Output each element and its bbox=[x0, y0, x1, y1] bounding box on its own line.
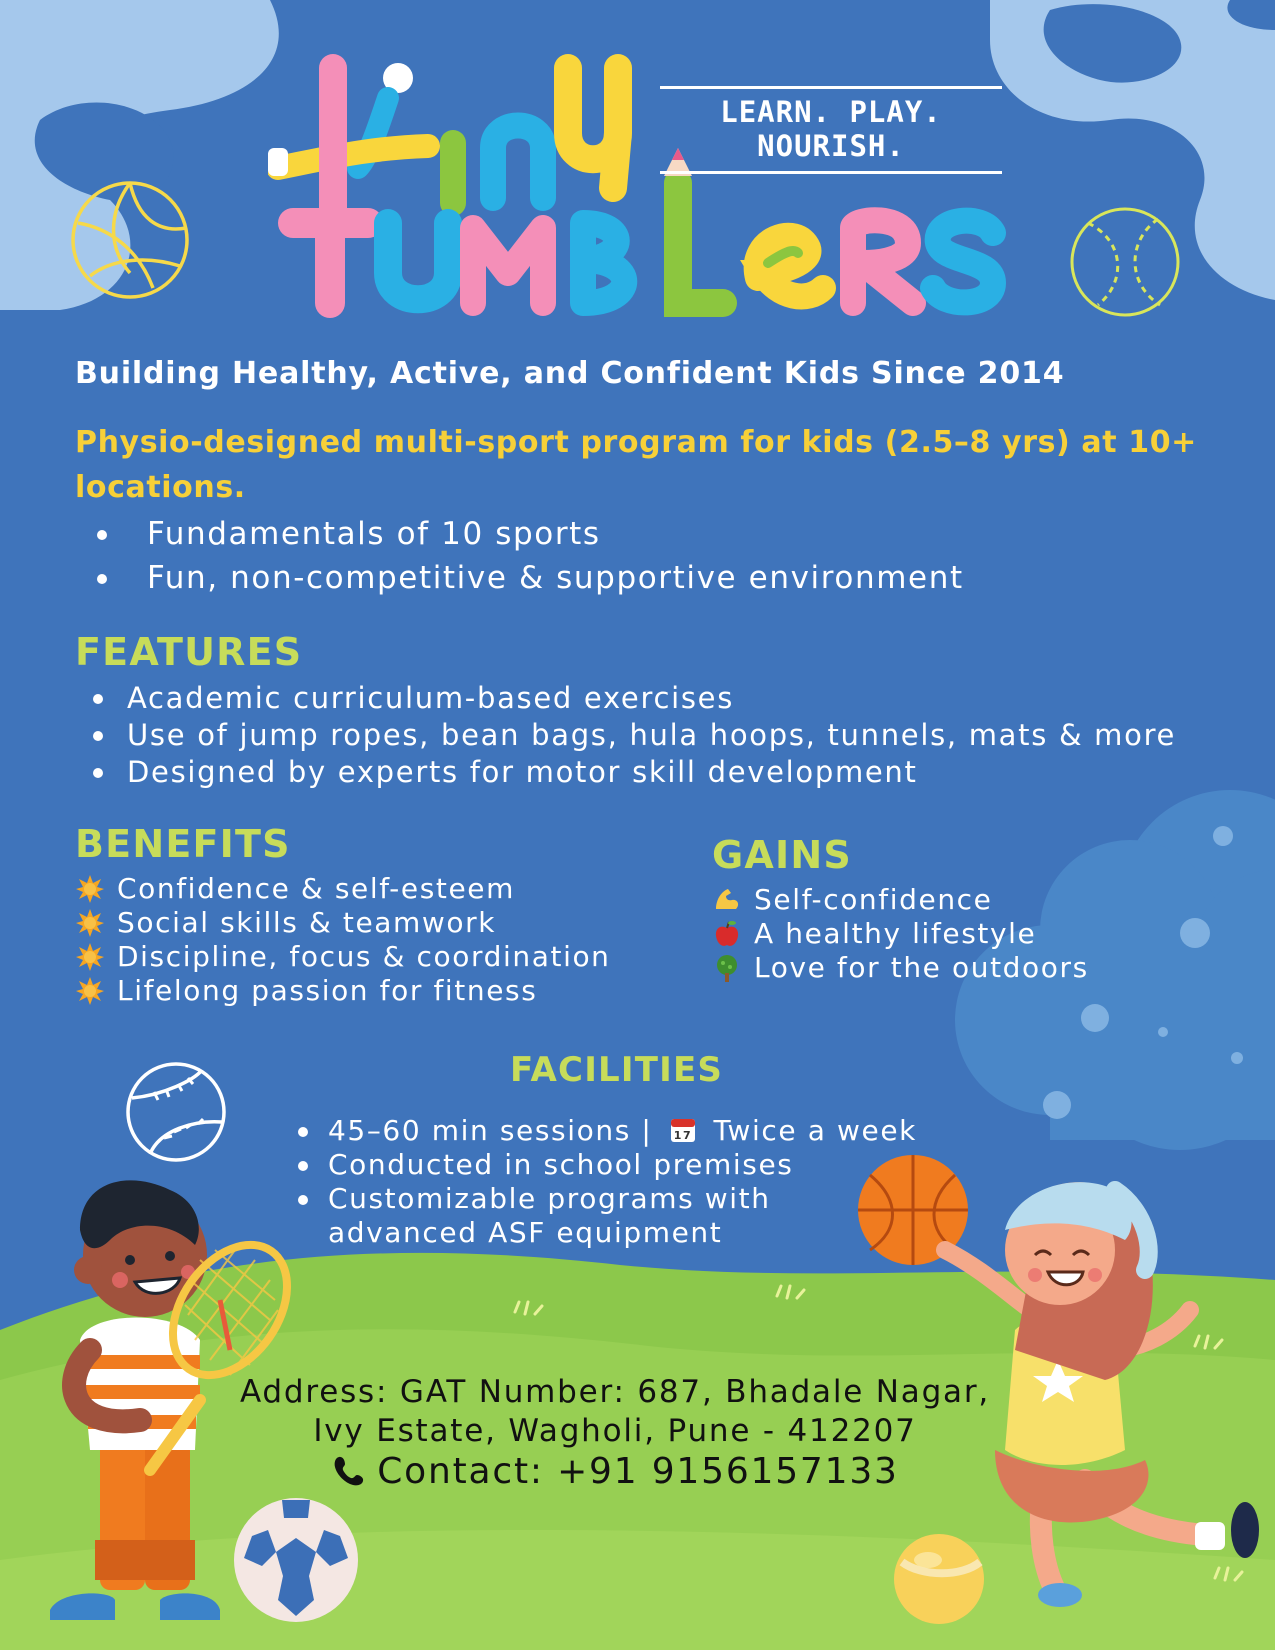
sun-star-icon bbox=[75, 942, 105, 972]
address-line2: Ivy Estate, Wagholi, Pune - 412207 bbox=[313, 1413, 917, 1449]
soccer-ball-icon bbox=[232, 1496, 360, 1624]
benefit-label: Social skills & teamwork bbox=[117, 906, 497, 939]
list-item: Fun, non-competitive & supportive environment bbox=[75, 556, 964, 600]
list-item: Customizable programs with advanced ASF equipment bbox=[290, 1182, 930, 1250]
tree-icon bbox=[712, 953, 742, 983]
benefit-label: Confidence & self-esteem bbox=[117, 872, 516, 905]
list-item bbox=[712, 917, 1089, 951]
list-item bbox=[712, 883, 1089, 917]
list-item bbox=[75, 974, 611, 1008]
svg-text:17: 17 bbox=[673, 1129, 693, 1142]
benefit-label: Lifelong passion for fitness bbox=[117, 974, 538, 1007]
features-title: FEATURES bbox=[75, 630, 303, 674]
calendar-icon bbox=[669, 1116, 697, 1144]
list-item: Use of jump ropes, bean bags, hula hoops, tunnels, mats & more bbox=[75, 717, 1176, 754]
yellow-ball-icon bbox=[892, 1532, 986, 1626]
benefits-title: BENEFITS bbox=[75, 822, 291, 866]
list-item bbox=[712, 951, 1089, 985]
headline: Building Healthy, Active, and Confident Kids Since 2014 bbox=[75, 356, 1065, 391]
facilities-title: FACILITIES bbox=[510, 1050, 724, 1090]
tagline: LEARN. PLAY. NOURISH. bbox=[660, 86, 1002, 174]
baseball-icon bbox=[124, 1060, 228, 1164]
sun-star-icon bbox=[75, 976, 105, 1006]
intro-list bbox=[75, 512, 964, 600]
benefits-list bbox=[75, 872, 611, 1008]
list-item: Academic curriculum-based exercises bbox=[75, 680, 1176, 717]
features-list bbox=[75, 680, 1176, 791]
tennis-ball-icon bbox=[1068, 205, 1182, 319]
gain-label: Love for the outdoors bbox=[754, 951, 1089, 984]
flexed-biceps-icon bbox=[712, 885, 742, 915]
facilities-list bbox=[290, 1114, 930, 1250]
list-item bbox=[290, 1114, 930, 1148]
sun-star-icon bbox=[75, 874, 105, 904]
address-line1: Address: GAT Number: 687, Bhadale Nagar, bbox=[239, 1374, 991, 1410]
sun-star-icon bbox=[75, 908, 105, 938]
session-frequency: Twice a week bbox=[713, 1114, 917, 1147]
list-item: Fundamentals of 10 sports bbox=[75, 512, 964, 556]
list-item: Designed by experts for motor skill development bbox=[75, 754, 1176, 791]
volleyball-icon bbox=[68, 178, 192, 302]
list-item bbox=[75, 940, 611, 974]
gain-label: Self-confidence bbox=[754, 883, 993, 916]
contact bbox=[200, 1451, 1030, 1492]
apple-icon bbox=[712, 919, 742, 949]
gains-title: GAINS bbox=[712, 833, 852, 877]
session-length: 45–60 min sessions | bbox=[328, 1114, 653, 1147]
list-item: Conducted in school premises bbox=[290, 1148, 930, 1182]
benefit-label: Discipline, focus & coordination bbox=[117, 940, 611, 973]
gain-label: A healthy lifestyle bbox=[754, 917, 1037, 950]
list-item bbox=[75, 906, 611, 940]
phone-icon bbox=[331, 1453, 367, 1489]
contact-text: Contact: +91 9156157133 bbox=[377, 1451, 899, 1492]
address bbox=[200, 1373, 1030, 1451]
subheadline: Physio-designed multi-sport program for kids (2.5–8 yrs) at 10+ locations. bbox=[75, 425, 1197, 505]
list-item bbox=[75, 872, 611, 906]
gains-list bbox=[712, 883, 1089, 985]
